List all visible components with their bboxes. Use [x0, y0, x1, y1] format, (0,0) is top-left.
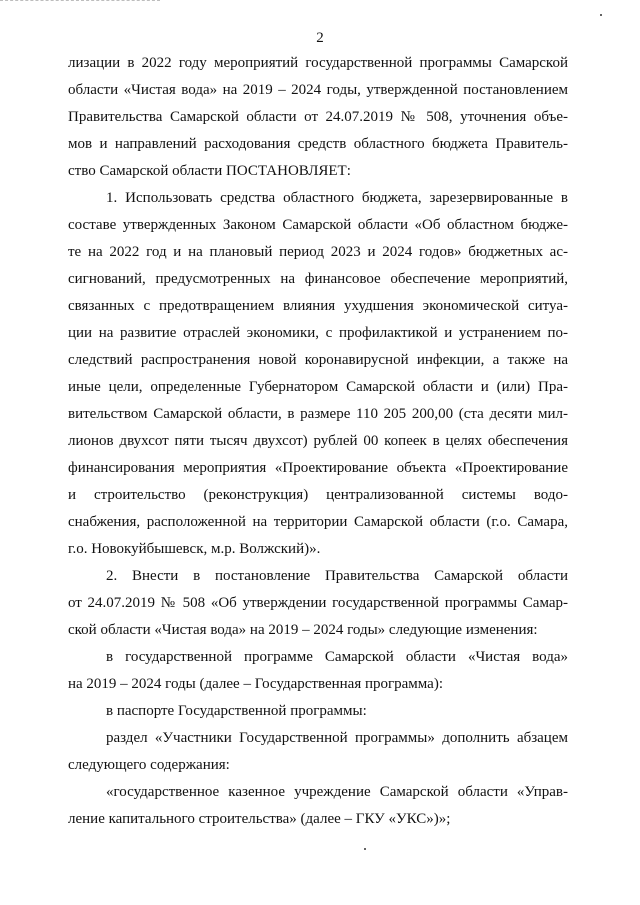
text-line: ство Самарской области ПОСТАНОВЛЯЕТ: [68, 163, 351, 179]
paragraph-6-first-line: «государственное казенное учреждение Самарской области «Управ- [106, 784, 568, 800]
text-line: финансирования мероприятия «Проектирование объекта «Проектирование [68, 460, 568, 476]
paragraph-1-first-line: 1. Использовать средства областного бюджета, зарезервированные в [106, 190, 568, 206]
text-line: г.о. Новокуйбышевск, м.р. Волжский)». [68, 541, 321, 557]
text-line: следующего содержания: [68, 757, 230, 773]
paragraph-2-first-line: 2. Внести в постановление Правительства Самарской области [106, 568, 568, 584]
text-line: Правительства Самарской области от 24.07.2019 № 508, уточнения объе- [68, 109, 568, 125]
text-line: иные цели, определенные Губернатором Самарской области и (или) Пра- [68, 379, 568, 395]
text-line: лизации в 2022 году мероприятий государственной программы Самарской [68, 55, 568, 71]
scan-speck [364, 848, 366, 850]
text-line: сигнований, предусмотренных на финансовое обеспечение мероприятий, [68, 271, 568, 287]
paragraph-4-line: в паспорте Государственной программы: [106, 703, 367, 719]
text-line: следствий распространения новой коронавирусной инфекции, а также на [68, 352, 568, 368]
page-number: 2 [316, 30, 324, 46]
text-line: ской области «Чистая вода» на 2019 – 2024 годы» следующие изменения: [68, 622, 538, 638]
text-line: те на 2022 год и на плановый период 2023 и 2024 годов» бюджетных ас- [68, 244, 568, 260]
text-line: на 2019 – 2024 годы (далее – Государственная программа): [68, 676, 444, 692]
text-line: мов и направлений расходования средств областного бюджета Правитель- [68, 136, 568, 152]
paragraph-5-first-line: раздел «Участники Государственной программы» дополнить абзацем [106, 730, 568, 746]
text-line: составе утвержденных Законом Самарской области «Об областном бюдже- [68, 217, 568, 233]
text-line: области «Чистая вода» на 2019 – 2024 годы, утвержденной постановлением [68, 82, 568, 98]
text-line: вительством Самарской области, в размере 110 205 200,00 (ста десяти мил- [68, 406, 568, 422]
text-line: и строительство (реконструкция) централизованной системы водо- [68, 487, 568, 503]
text-line: связанных с предотвращением влияния ухудшения экономической ситуа- [68, 298, 568, 314]
text-line: ции на развитие отраслей экономики, с профилактикой и устранением по- [68, 325, 568, 341]
text-line: ление капитального строительства» (далее – ГКУ «УКС»)»; [68, 811, 451, 827]
scan-edge-mark [0, 0, 160, 2]
scan-speck [600, 14, 602, 16]
text-line: от 24.07.2019 № 508 «Об утверждении государственной программы Самар- [68, 595, 568, 611]
text-line: снабжения, расположенной на территории Самарской области (г.о. Самара, [68, 514, 568, 530]
paragraph-3-first-line: в государственной программе Самарской области «Чистая вода» [106, 649, 568, 665]
text-line: лионов двухсот пяти тысяч двухсот) рублей 00 копеек в целях обеспечения [68, 433, 568, 449]
